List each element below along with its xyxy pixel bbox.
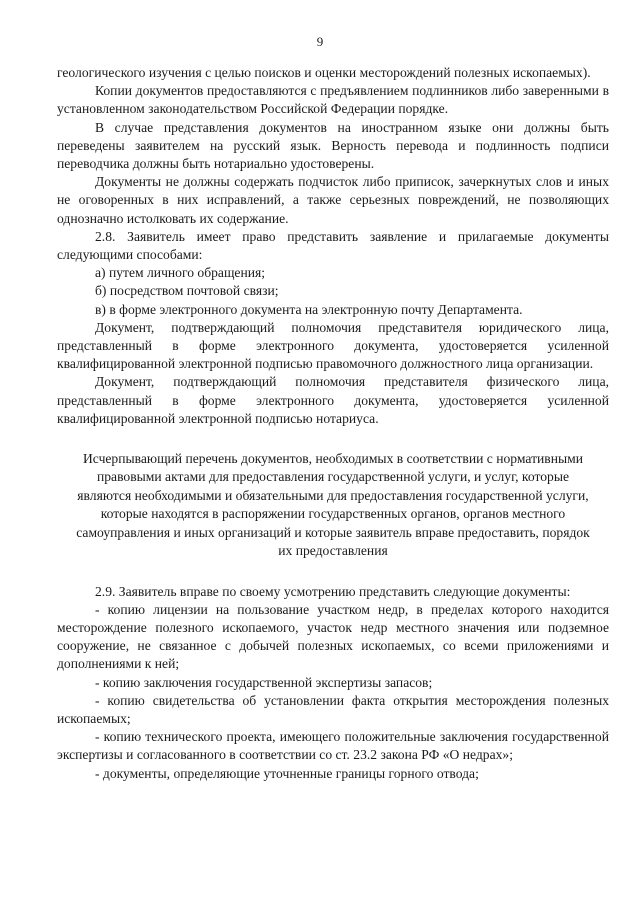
page-number: 9 (316, 34, 324, 49)
body-paragraph: Документы не должны содержать подчисток либо приписок, зачеркнутых слов и иных не оговоренных в них исправлений, а также серьезных повреждений, не позволяющих однозначно истолковать их содержание. (57, 174, 609, 226)
list-paragraph: - копию технического проекта, имеющего положительные заключения государственной экспертизы и согласованного в соответствии со ст. 23.2 закона РФ «О недрах»; (57, 729, 609, 763)
body-paragraph: в) в форме электронного документа на электронную почту Департамента. (95, 301, 523, 317)
body-paragraph: Документ, подтверждающий полномочия представителя юридического лица, представленный в форме электронного документа, удостоверяется усиленной квалифицированной электронной подписью правомочного должностного лица организации. (57, 319, 609, 372)
list-paragraph: - копию заключения государственной экспертизы запасов; (95, 674, 433, 690)
top-paragraphs (57, 64, 609, 428)
list-paragraph: 2.9. Заявитель вправе по своему усмотрению представить следующие документы: (95, 583, 571, 599)
body-paragraph: Копии документов предоставляются с предъявлением подлинников либо заверенными в установленном законодательством Российской Федерации порядке. (57, 83, 609, 117)
section-heading: Исчерпывающий перечень документов, необходимых в соответствии с нормативными правовыми актами для предоставления государственной услуги, и услуг, которые являются необходимыми и обязательными для предоставления государственной услуги, которые находятся в распоряжении государственных органов, органов местного самоуправления и иных организаций и которые заявитель вправе предоставить, порядок их предоставления (76, 451, 590, 559)
list-paragraph: - копию свидетельства об установлении факта открытия месторождения полезных ископаемых; (57, 692, 609, 726)
bottom-paragraphs (57, 583, 609, 783)
body-paragraph: В случае представления документов на иностранном языке они должны быть переведены заявителем на русский язык. Верность перевода и подлинность подписи переводчика должны быть нотариально удостоверены. (57, 119, 609, 172)
body-paragraph: Документ, подтверждающий полномочия представителя физического лица, представленный в форме электронного документа, удостоверяется усиленной квалифицированной электронной подписью нотариуса. (57, 374, 609, 426)
document-body (57, 64, 609, 783)
body-paragraph: а) путем личного обращения; (95, 265, 266, 281)
body-paragraph: геологического изучения с целью поисков и оценки месторождений полезных ископаемых). (57, 65, 591, 80)
body-paragraph: 2.8. Заявитель имеет право представить заявление и прилагаемые документы следующими способами: (57, 228, 609, 263)
body-paragraph: б) посредством почтовой связи; (95, 283, 279, 299)
list-paragraph: - копию лицензии на пользование участком недр, в пределах которого находится месторождение полезного ископаемого, участок недр местного значения или подземное сооружение, не связанное с добычей полезных ископаемых, со всеми приложениями и дополнениями к ней; (57, 601, 609, 672)
list-paragraph: - документы, определяющие уточненные границы горного отвода; (95, 765, 479, 781)
